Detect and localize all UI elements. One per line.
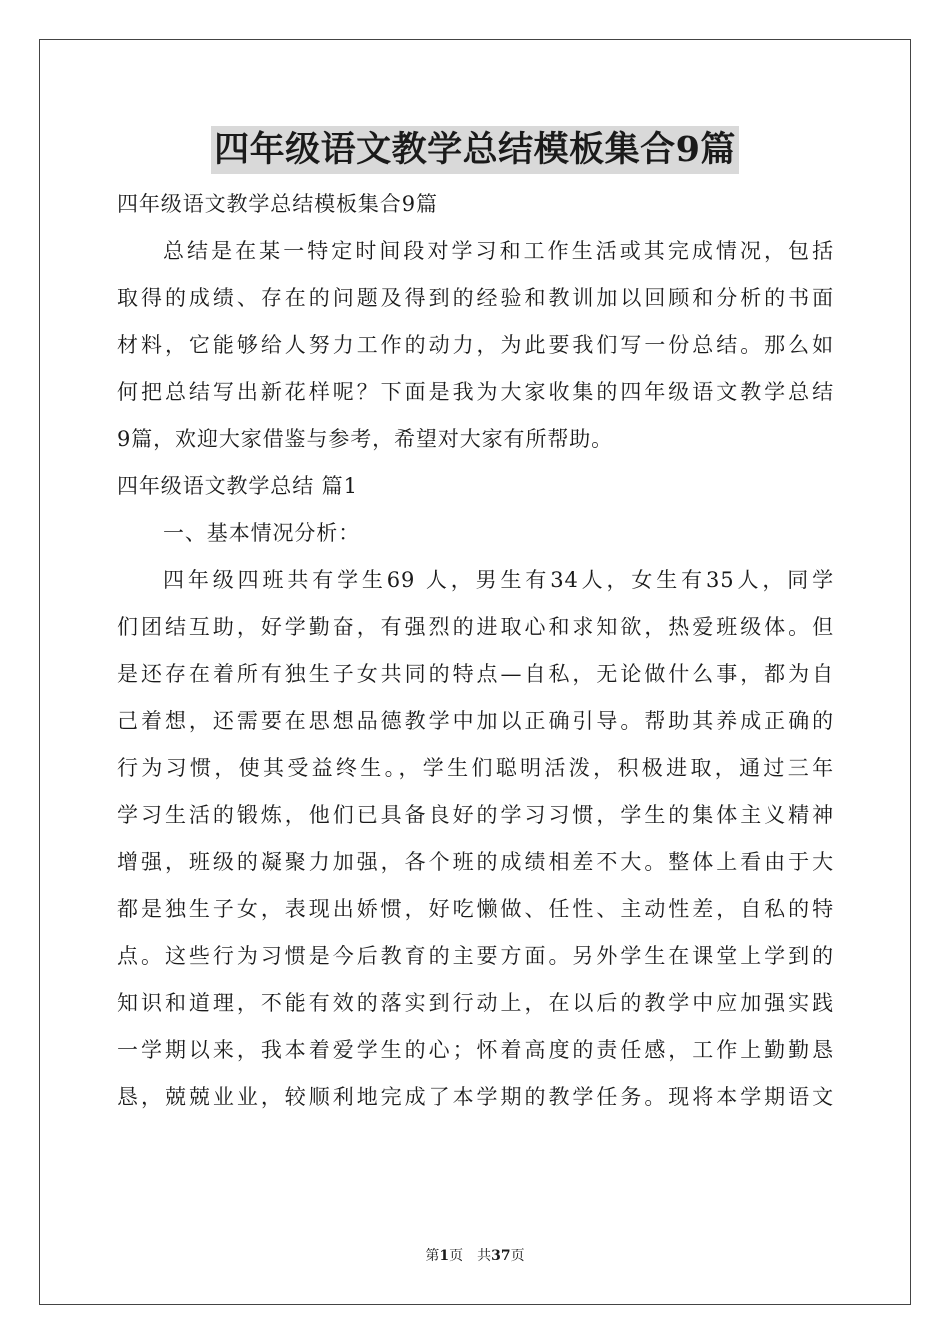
document-title: 四年级语文教学总结模板集合9篇 — [211, 126, 739, 174]
document-subtitle: 四年级语文教学总结模板集合9篇 — [117, 192, 438, 216]
body-line: 己着想，还需要在思想品德教学中加以正确引导。帮助其养成正确的 — [117, 709, 834, 733]
body-line: 学习生活的锻炼，他们已具备良好的学习习惯，学生的集体主义精神 — [117, 803, 834, 827]
title-container — [0, 126, 950, 174]
document-body — [117, 181, 834, 1121]
page-footer — [0, 1246, 950, 1266]
body-line: 们团结互助，好学勤奋，有强烈的进取心和求知欲，热爱班级体。但 — [117, 615, 834, 639]
intro-line: 何把总结写出新花样呢？下面是我为大家收集的四年级语文教学总结 — [117, 380, 834, 404]
body-line: 知识和道理，不能有效的落实到行动上，在以后的教学中应加强实践 — [117, 991, 834, 1015]
body-line: 点。这些行为习惯是今后教育的主要方面。另外学生在课堂上学到的 — [117, 944, 834, 968]
body-line: 是还存在着所有独生子女共同的特点—自私，无论做什么事，都为自 — [117, 662, 834, 686]
intro-line: 取得的成绩、存在的问题及得到的经验和教训加以回顾和分析的书面 — [117, 286, 834, 310]
intro-line: 材料，它能够给人努力工作的动力，为此要我们写一份总结。那么如 — [117, 333, 834, 357]
body-line: 行为习惯，使其受益终生。，学生们聪明活泼，积极进取，通过三年 — [117, 756, 834, 780]
body-line: 恳，兢兢业业，较顺利地完成了本学期的教学任务。现将本学期语文 — [117, 1085, 834, 1109]
body-line: 都是独生子女，表现出娇惯，好吃懒做、任性、主动性差，自私的特 — [117, 897, 834, 921]
current-page-number: 1 — [439, 1248, 450, 1264]
footer-mid: 页 共 — [449, 1248, 492, 1264]
body-line: 四年级四班共有学生69 人，男生有34人，女生有35人，同学 — [163, 568, 834, 592]
total-page-count: 37 — [491, 1248, 511, 1264]
intro-line: 9篇，欢迎大家借鉴与参考，希望对大家有所帮助。 — [117, 427, 614, 451]
intro-line: 总结是在某一特定时间段对学习和工作生活或其完成情况，包括 — [163, 239, 834, 263]
subheading: 一、基本情况分析： — [163, 521, 361, 545]
body-line: 一学期以来，我本着爱学生的心；怀着高度的责任感，工作上勤勤恳 — [117, 1038, 834, 1062]
body-line: 增强，班级的凝聚力加强，各个班的成绩相差不大。整体上看由于大 — [117, 850, 834, 874]
footer-suffix: 页 — [510, 1248, 525, 1264]
footer-prefix: 第 — [425, 1248, 440, 1264]
section-heading: 四年级语文教学总结 篇1 — [117, 474, 358, 498]
